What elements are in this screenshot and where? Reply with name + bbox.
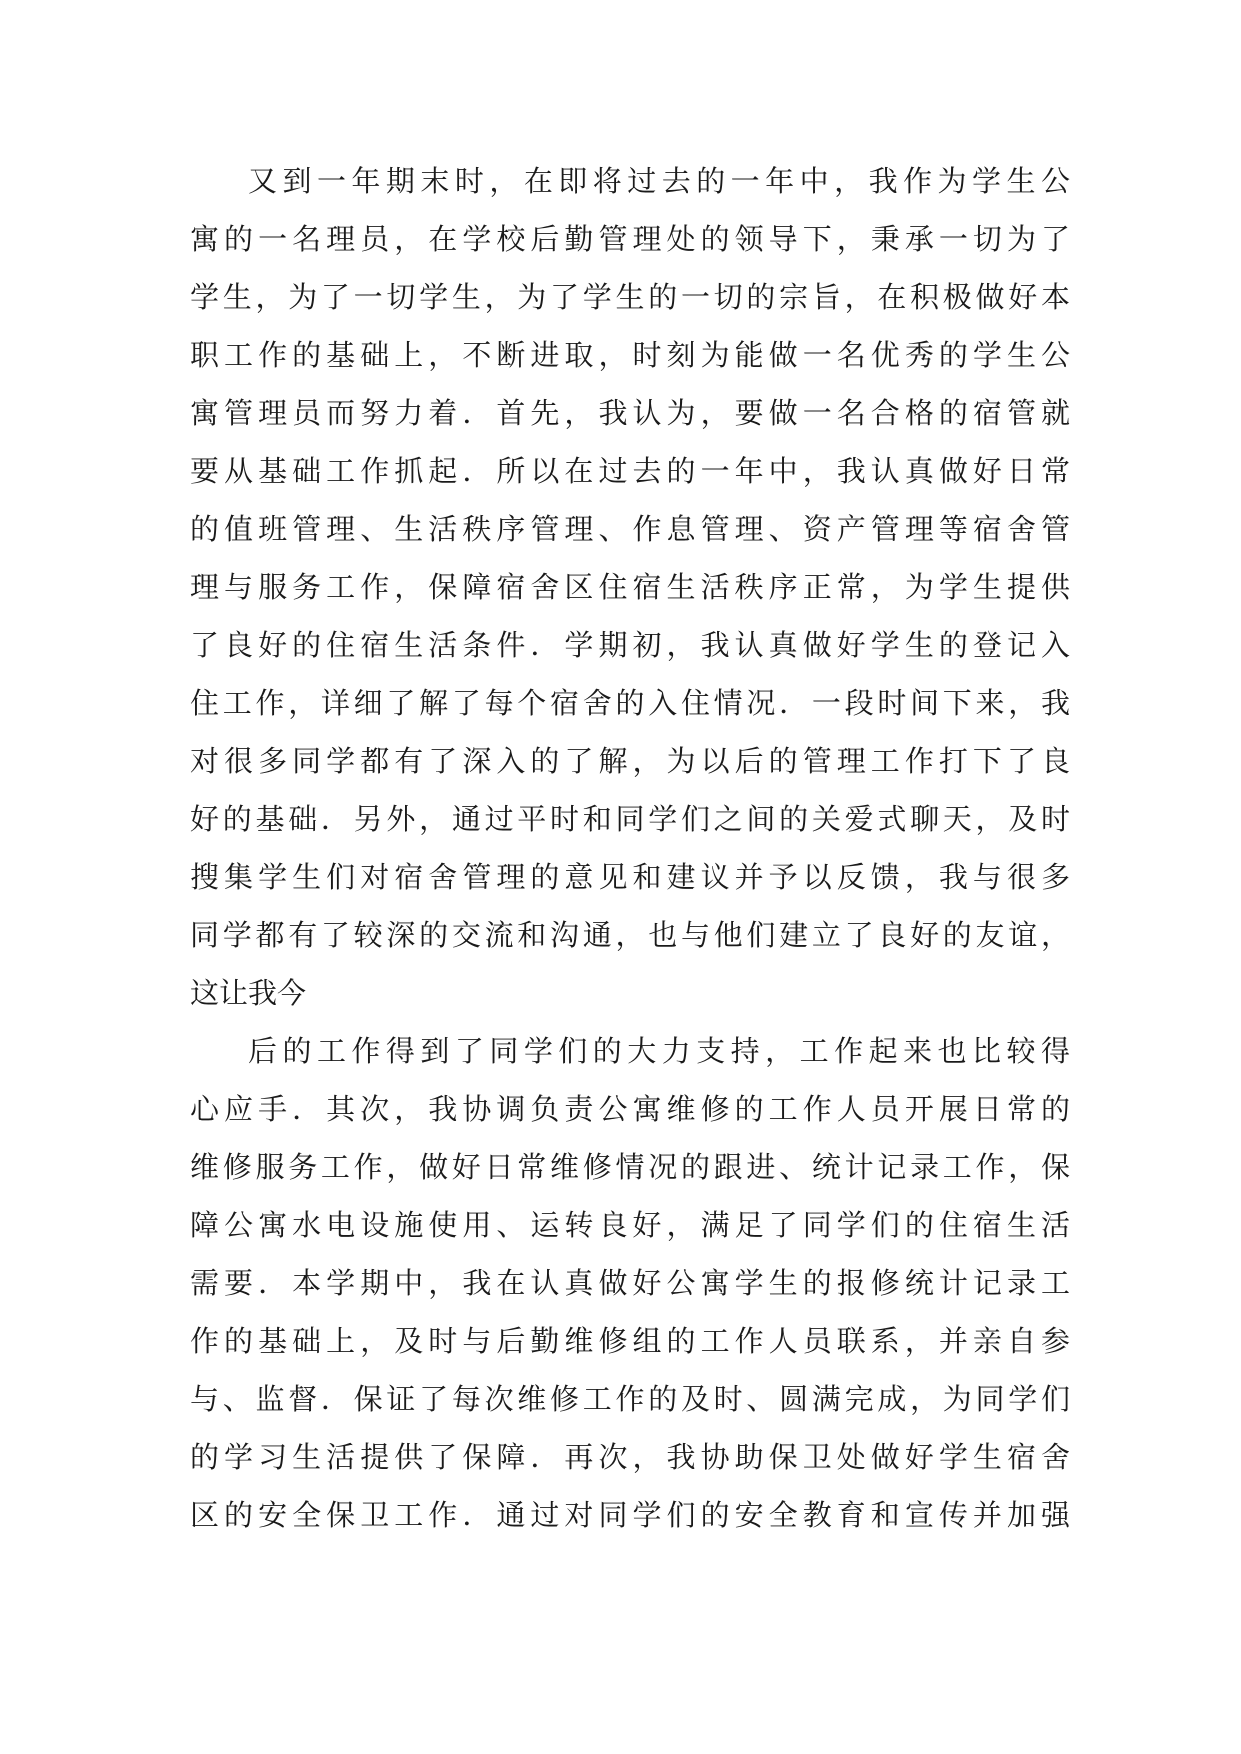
text-line: 寓的一名理员，在学校后勤管理处的领导下，秉承一切为了	[190, 222, 1070, 256]
text-line: 这让我今	[190, 976, 307, 1010]
text-line: 维修服务工作，做好日常维修情况的跟进、统计记录工作，保	[190, 1150, 1070, 1184]
text-line: 同学都有了较深的交流和沟通，也与他们建立了良好的友谊，	[190, 918, 1070, 952]
text-line: 搜集学生们对宿舍管理的意见和建议并予以反馈，我与很多	[190, 860, 1070, 894]
paragraph-2	[190, 1022, 1070, 1544]
text-line: 对很多同学都有了深入的了解，为以后的管理工作打下了良	[190, 744, 1070, 778]
text-line: 理与服务工作，保障宿舍区住宿生活秩序正常，为学生提供	[190, 570, 1070, 604]
text-line: 需要．本学期中，我在认真做好公寓学生的报修统计记录工	[190, 1266, 1070, 1300]
text-line: 的值班管理、生活秩序管理、作息管理、资产管理等宿舍管	[190, 512, 1070, 546]
text-line: 与、监督．保证了每次维修工作的及时、圆满完成，为同学们	[190, 1382, 1070, 1416]
text-line: 寓管理员而努力着．首先，我认为，要做一名合格的宿管就	[190, 396, 1070, 430]
text-line: 职工作的基础上，不断进取，时刻为能做一名优秀的学生公	[190, 338, 1070, 372]
text-line: 又到一年期末时，在即将过去的一年中，我作为学生公	[248, 164, 1070, 198]
text-line: 住工作，详细了解了每个宿舍的入住情况．一段时间下来，我	[190, 686, 1070, 720]
document-body	[190, 152, 1070, 1544]
text-line: 心应手．其次，我协调负责公寓维修的工作人员开展日常的	[190, 1092, 1070, 1126]
paragraph-1	[190, 152, 1070, 1022]
text-line: 的学习生活提供了保障．再次，我协助保卫处做好学生宿舍	[190, 1440, 1070, 1474]
text-line: 作的基础上，及时与后勤维修组的工作人员联系，并亲自参	[190, 1324, 1070, 1358]
text-line: 区的安全保卫工作．通过对同学们的安全教育和宣传并加强	[190, 1498, 1070, 1532]
text-line: 好的基础．另外，通过平时和同学们之间的关爱式聊天，及时	[190, 802, 1070, 836]
text-line: 学生，为了一切学生，为了学生的一切的宗旨，在积极做好本	[190, 280, 1070, 314]
text-line: 要从基础工作抓起．所以在过去的一年中，我认真做好日常	[190, 454, 1070, 488]
text-line: 了良好的住宿生活条件．学期初，我认真做好学生的登记入	[190, 628, 1070, 662]
text-line: 后的工作得到了同学们的大力支持，工作起来也比较得	[248, 1034, 1070, 1068]
text-line: 障公寓水电设施使用、运转良好，满足了同学们的住宿生活	[190, 1208, 1070, 1242]
